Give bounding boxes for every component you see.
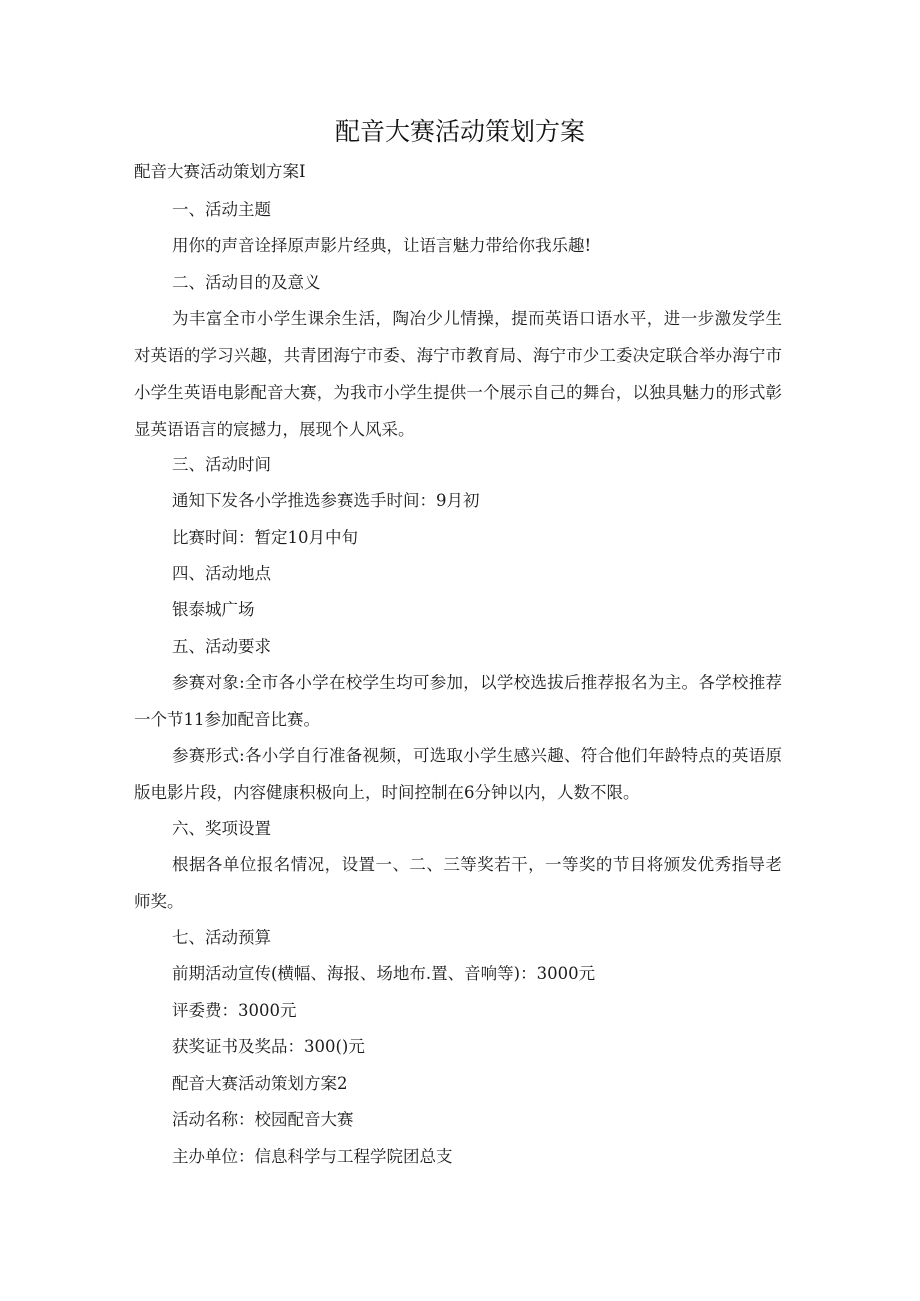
section-7-heading: 七、活动预算	[172, 928, 271, 947]
section-4-text: 银泰城广场	[172, 600, 255, 619]
section-1-text: 用你的声音诠择原声影片经典，让语言魅力带给你我乐趣!	[172, 236, 592, 255]
section-6-paragraph: 根据各单位报名情况，设置一、二、三等奖若干，一等奖的节目将颁发优秀指导老师奖。	[134, 855, 782, 911]
section-5-paragraph-2: 参赛形式:各小学自行准备视频，可选取小学生感兴趣、符合他们年龄特点的英语原版电影片段，内容健康积极向上，时间控制在6分钟以内，人数不限。	[134, 746, 782, 802]
section-6-heading: 六、奖项设置	[172, 819, 271, 838]
section-7-line-3: 获奖证书及奖品：300()元	[172, 1037, 365, 1056]
section-5-paragraph-1: 参赛对象:全市各小学在校学生均可参加，以学校选拔后推荐报名为主。各学校推荐一个节11参加配音比赛。	[134, 673, 782, 729]
section-3-line-2: 比赛时间：暂定10月中旬	[172, 528, 358, 547]
plan2-heading: 配音大赛活动策划方案2	[172, 1074, 348, 1093]
section-7-line-2: 评委费：3000元	[172, 1001, 297, 1020]
plan2-organizer: 主办单位：信息科学与工程学院团总支	[172, 1147, 453, 1166]
section-3-heading: 三、活动时间	[172, 455, 271, 474]
section-4-heading: 四、活动地点	[172, 564, 271, 583]
document-title: 配音大赛活动策划方案	[334, 117, 585, 146]
plan1-heading: 配音大赛活动策划方案I	[134, 162, 306, 181]
section-1-heading: 一、活动主题	[172, 200, 271, 219]
section-2-heading: 二、活动目的及意义	[172, 273, 321, 292]
section-5-heading: 五、活动要求	[172, 637, 271, 656]
section-7-line-1: 前期活动宣传(横幅、海报、场地布.置、音响等)：3000元	[172, 964, 596, 983]
plan2-activity-name: 活动名称：校园配音大赛	[172, 1110, 354, 1129]
section-2-paragraph: 为丰富全市小学生课余生活，陶冶少儿情操，提而英语口语水平，进一步激发学生对英语的学习兴趣，共青团海宁市委、海宁市教育局、海宁市少工委决定联合举办海宁市小学生英语电影配音大赛，为我市小学生提供一个展示自己的舞台，以独具魅力的形式彰显英语语言的宸撼力，展现个人风采。	[134, 309, 782, 439]
section-3-line-1: 通知下发各小学推选参赛选手时间：9月初	[172, 491, 480, 510]
